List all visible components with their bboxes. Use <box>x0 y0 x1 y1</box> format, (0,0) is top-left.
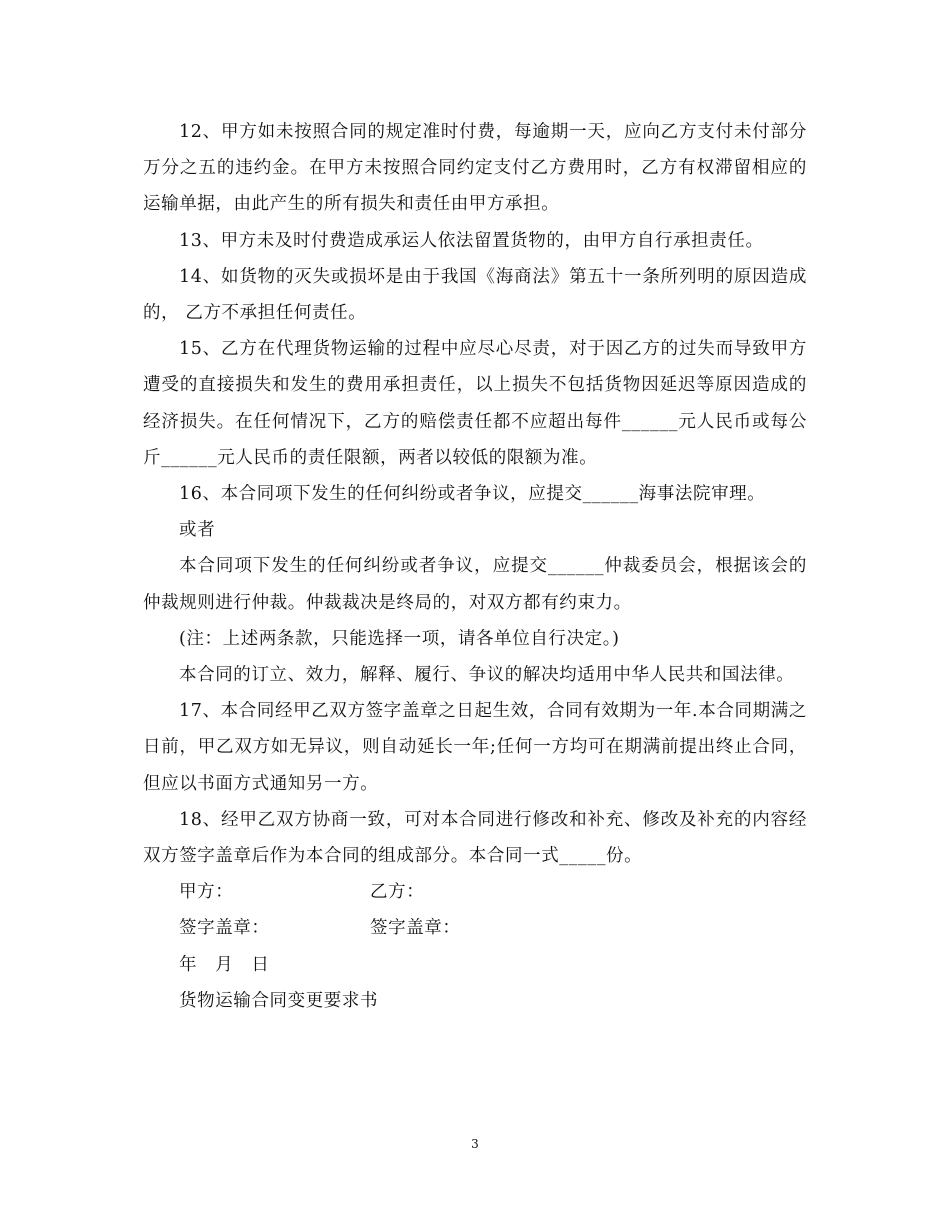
governing-law: 本合同的订立、效力，解释、履行、争议的解决均适用中华人民共和国法律。 <box>179 665 795 686</box>
clause-18: 18、经甲乙双方协商一致，可对本合同进行修改和补充、修改及补充的内容经双方签字盖章后作为本合同的组成部分。本合同一式_____份。 <box>143 809 807 867</box>
closing-title-row <box>143 983 807 1019</box>
clause-13: 13、甲方未及时付费造成承运人依法留置货物的，由甲方自行承担责任。 <box>179 230 764 251</box>
signature-date <box>143 947 807 983</box>
party-b-label: 乙方： <box>370 882 425 903</box>
clause-14: 14、如货物的灭失或损坏是由于我国《海商法》第五十一条所列明的原因造成的， 乙方不承担任何责任。 <box>143 266 807 324</box>
document-body <box>143 114 807 1019</box>
clause-16-or: 或者 <box>179 520 216 541</box>
clause-15: 15、乙方在代理货物运输的过程中应尽心尽责，对于因乙方的过失而导致甲方遭受的直接损失和发生的费用承担责任，以上损失不包括货物因延迟等原因造成的经济损失。在任何情况下，乙方的赔偿责任都不应超出每件______元人民币或每公斤______元人民币的责任限额，两者以较低的限额为准。 <box>143 339 807 468</box>
clause-16-note: (注：上述两条款，只能选择一项，请各单位自行决定。) <box>179 628 620 649</box>
party-a-label: 甲方： <box>179 882 234 903</box>
signature-parties-row <box>143 874 807 910</box>
clause-16-arbitration: 本合同项下发生的任何纠纷或者争议，应提交______仲裁委员会，根据该会的仲裁规则进行仲裁。仲裁裁决是终局的，对双方都有约束力。 <box>143 556 807 613</box>
party-a-seal: 签字盖章： <box>179 918 270 939</box>
date-line: 年 月 日 <box>179 954 270 975</box>
page-number: 3 <box>471 1137 479 1151</box>
clause-17: 17、本合同经甲乙双方签字盖章之日起生效，合同有效期为一年.本合同期满之日前，甲乙双方如无异议，则自动延长一年;任何一方均可在期满前提出终止合同，但应以书面方式通知另一方。 <box>143 701 807 794</box>
signature-seal-row <box>143 910 807 946</box>
party-b-seal: 签字盖章： <box>370 918 461 939</box>
clause-12: 12、甲方如未按照合同的规定准时付费，每逾期一天，应向乙方支付未付部分万分之五的违约金。在甲方未按照合同约定支付乙方费用时，乙方有权滞留相应的运输单据，由此产生的所有损失和责任由甲方承担。 <box>143 122 807 215</box>
clause-16-court: 16、本合同项下发生的任何纠纷或者争议，应提交______海事法院审理。 <box>179 484 766 505</box>
closing-title: 货物运输合同变更要求书 <box>179 990 379 1011</box>
